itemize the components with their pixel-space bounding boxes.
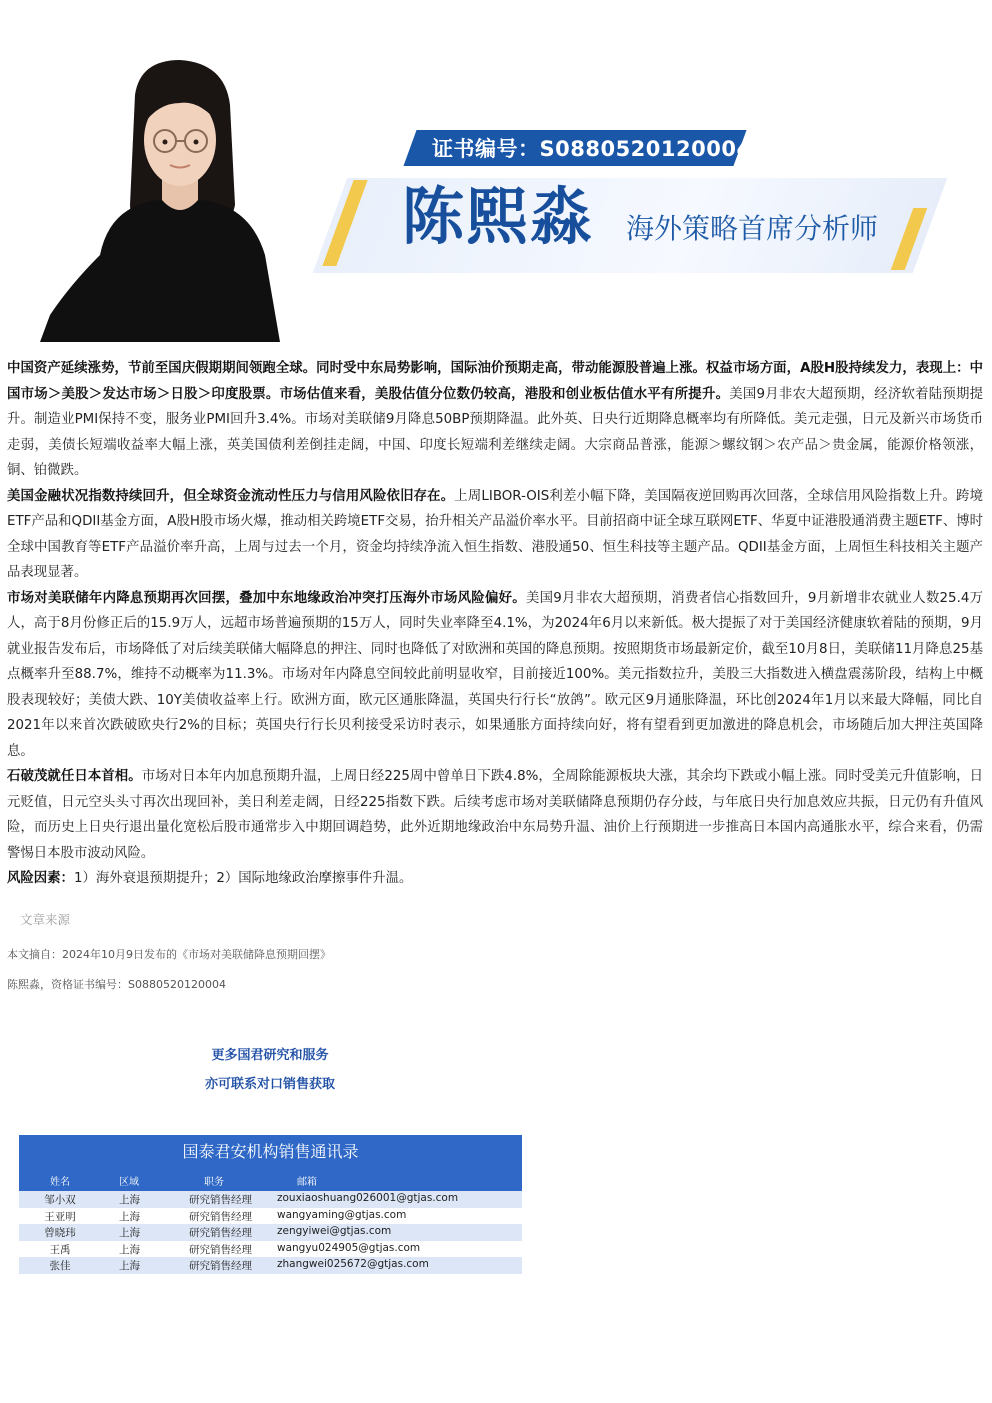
cell-position: 研究销售经理 bbox=[189, 1260, 252, 1272]
paragraph-fed bbox=[7, 586, 983, 765]
paragraph-lead: 美国金融状况指数持续回升，但全球资金流动性压力与信用风险依旧存在。 bbox=[7, 488, 455, 504]
paragraph-japan bbox=[7, 764, 983, 866]
table-row bbox=[19, 1241, 522, 1258]
cell-name: 张佳 bbox=[49, 1260, 71, 1272]
cell-email[interactable]: zhangwei025672@gtjas.com bbox=[277, 1258, 429, 1270]
paragraph-text: 美国9月非农大超预期，经济软着陆预期提升。制造业PMI保持不变，服务业PMI回升3.4%。市场对美联储9月降息50BP预期降温。此外英、日央行近期降息概率均有所降低。美元走强，日元及新兴市场货币走弱，美债长短端收益率大幅上涨，英美国债利差倒挂走阔，中国、印度长短端利差继续走阔。大宗商品普涨，能源＞螺纹钢＞农产品＞贵金属，能源价格领涨，铜、铂微跌。 bbox=[7, 386, 983, 478]
source-label: 文章来源 bbox=[20, 912, 71, 927]
cell-email[interactable]: wangyaming@gtjas.com bbox=[277, 1208, 407, 1221]
analyst-name: 陈熙淼 bbox=[402, 180, 595, 253]
cell-position: 研究销售经理 bbox=[189, 1243, 252, 1256]
sales-contact-table bbox=[19, 1135, 522, 1272]
paragraph-lead: 石破茂就任日本首相。 bbox=[7, 769, 142, 784]
table-row bbox=[19, 1257, 522, 1274]
cell-position: 研究销售经理 bbox=[189, 1194, 252, 1206]
paragraph-lead: 市场对美联储年内降息预期再次回摆，叠加中东地缘政治冲突打压海外市场风险偏好。 bbox=[7, 590, 526, 606]
cell-name: 王禹 bbox=[49, 1243, 71, 1256]
column-header-name: 姓名 bbox=[50, 1177, 70, 1188]
table-title: 国泰君安机构销售通讯录 bbox=[19, 1135, 522, 1169]
paragraph-market-overview bbox=[7, 356, 983, 484]
cell-region: 上海 bbox=[119, 1210, 140, 1223]
cell-email[interactable]: wangyu024905@gtjas.com bbox=[277, 1241, 421, 1254]
cell-region: 上海 bbox=[119, 1194, 140, 1206]
paragraph-liquidity bbox=[7, 484, 983, 586]
paragraph-text: 美国9月非农大超预期，消费者信心指数回升，9月新增非农就业人数25.4万人，高于8月份修正后的15.9万人，远超市场普遍预期的15万人，同时失业率降至4.1%，为2024年6月以来新低。极大提振了对于美国经济健康软着陆的预期，9月就业报告发布后，市场降低了对后续美联储大幅降息的押注、同时也降低了对欧洲和英国的降息预期。按照期货市场最新定价，截至10月8日，美联储11月降息25基点概率升至88.7%，维持不动概率为11.3%。市场对年内降息空间较此前明显收窄，目前接近100%。美元指数拉升，美股三大指数进入横盘震荡阶段，结构上中概股表现较好；美债大跌、10Y美债收益率上行。欧洲方面，欧元区通胀降温，英国央行行长“放鸽”。欧元区9月通胀降温，环比创2024年1月以来最大降幅，同比自2021年以来首次跌破欧央行2%的目标；英国央行行长贝利接受采访时表示，如果通胀方面持续向好，将有望看到更加激进的降息机会，市场随后加大押注英国降息。 bbox=[7, 590, 984, 759]
table-row bbox=[19, 1224, 522, 1241]
cell-region: 上海 bbox=[119, 1227, 140, 1239]
source-citation: 本文摘自：2024年10月9日发布的《市场对美联储降息预期回摆》 bbox=[7, 948, 331, 961]
column-header-email: 邮箱 bbox=[297, 1177, 317, 1188]
cell-email[interactable]: zengyiwei@gtjas.com bbox=[277, 1225, 392, 1237]
analyst-title: 海外策略首席分析师 bbox=[626, 212, 879, 245]
certificate-number: 证书编号：S0880520120004 bbox=[432, 137, 752, 161]
cell-position: 研究销售经理 bbox=[189, 1227, 252, 1239]
paragraph-risk bbox=[7, 866, 983, 892]
cell-name: 曾晓玮 bbox=[44, 1227, 76, 1239]
article-body bbox=[7, 356, 983, 892]
paragraph-text: 上周LIBOR-OIS利差小幅下降，美国隔夜逆回购再次回落，全球信用风险指数上升。跨境ETF产品和QDII基金方面，A股H股市场火爆，推动相关跨境ETF交易，抬升相关产品溢价率水平。目前招商中证全球互联网ETF、华夏中证港股通消费主题ETF、博时全球中国教育等ETF产品溢价率升高，上周与过去一个月，资金均持续净流入恒生指数、港股通50、恒生科技等主题产品。QDII基金方面，上周恒生科技相关主题产品表现显著。 bbox=[7, 488, 983, 580]
cell-email[interactable]: zouxiaoshuang026001@gtjas.com bbox=[277, 1192, 459, 1204]
table-body bbox=[19, 1191, 522, 1274]
more-services-line2: 亦可联系对口销售获取 bbox=[204, 1077, 335, 1092]
table-row bbox=[19, 1208, 522, 1225]
table-row bbox=[19, 1191, 522, 1208]
cell-name: 王亚明 bbox=[44, 1210, 76, 1223]
analyst-portrait bbox=[40, 55, 300, 342]
column-header-region: 区域 bbox=[119, 1177, 139, 1188]
cell-region: 上海 bbox=[119, 1260, 140, 1272]
table-header-row bbox=[19, 1169, 522, 1191]
header-banner bbox=[0, 0, 992, 345]
paragraph-text: 市场对日本年内加息预期升温，上周日经225周中曾单日下跌4.8%，全周除能源板块大涨，其余均下跌或小幅上涨。同时受美元升值影响，日元贬值，日元空头头寸再次出现回补，美日利差走阔，日经225指数下跌。后续考虑市场对美联储降息预期仍存分歧，与年底日央行加息效应共振，日元仍有升值风险，而历史上日央行退出量化宽松后股市通常步入中期回调趋势，此外近期地缘政治中东局势升温、油价上行预期进一步推高日本国内高通胀水平，综合来看，仍需警惕日本股市波动风险。 bbox=[7, 769, 984, 861]
paragraph-lead: 中国资产延续涨势，节前至国庆假期期间领跑全球。同时受中东局势影响，国际油价预期走高，带动能源股普遍上涨。权益市场方面，A股H股持续发力，表现上：中国市场＞美股＞发达市场＞日股＞印度股票。市场估值来看，美股估值分位数仍较高，港股和创业板估值水平有所提升。 bbox=[7, 361, 983, 402]
source-author: 陈熙淼，资格证书编号：S0880520120004 bbox=[7, 978, 226, 991]
cell-position: 研究销售经理 bbox=[189, 1210, 252, 1223]
cell-name: 邹小双 bbox=[44, 1194, 76, 1206]
column-header-position: 职务 bbox=[204, 1177, 224, 1188]
more-services-line1: 更多国君研究和服务 bbox=[211, 1048, 329, 1063]
paragraph-text: 1）海外衰退预期提升；2）国际地缘政治摩擦事件升温。 bbox=[73, 871, 413, 886]
cell-region: 上海 bbox=[119, 1243, 140, 1256]
paragraph-lead: 风险因素： bbox=[7, 871, 74, 886]
